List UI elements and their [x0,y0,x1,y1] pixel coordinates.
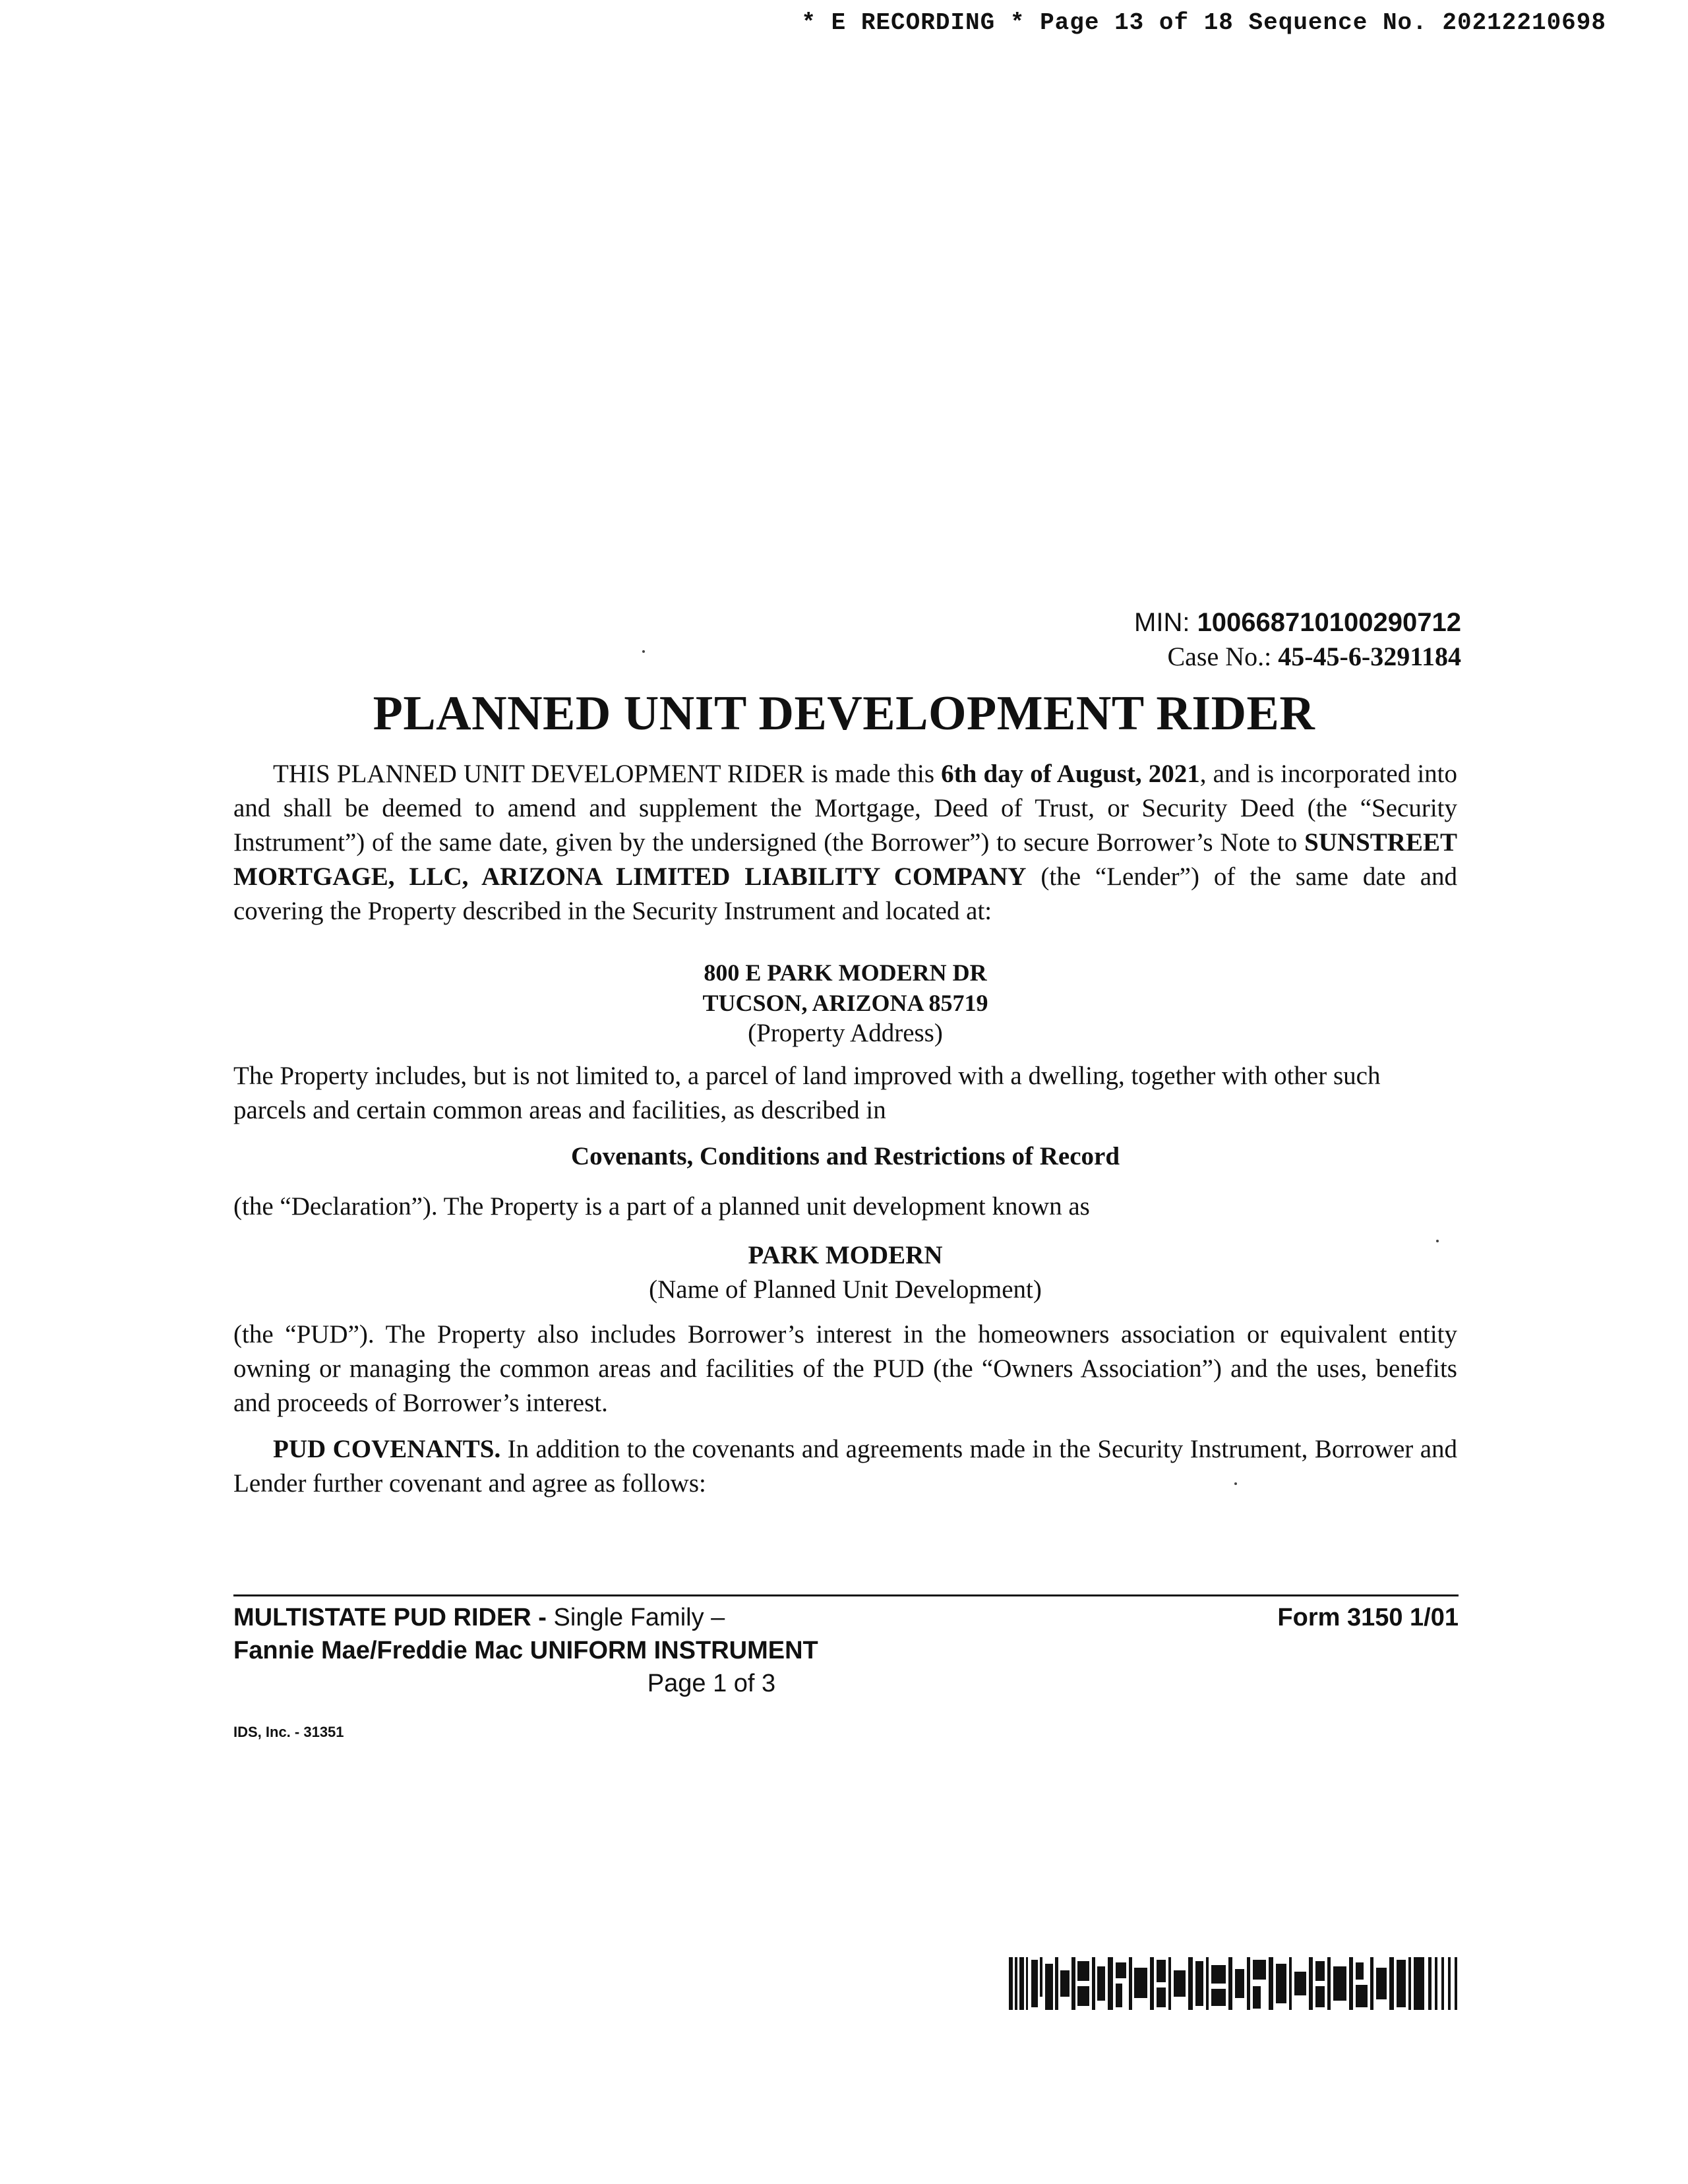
intro-text-3: (the “Lender”) of the same date and covering the Property described in the Security Instrument and located at: [233,863,1458,925]
address-line-1: 800 E PARK MODERN DR [704,959,987,986]
barcode [1009,1957,1464,2010]
covenants-text: In addition to the covenants and agreements made in the Security Instrument, Borrower and Lender further covenant and agree as follows: [233,1435,1458,1498]
recording-stamp: * E RECORDING * Page 13 of 18 Sequence No. 20212210698 [801,9,1606,36]
address-line-2: TUCSON, ARIZONA 85719 [702,990,988,1016]
property-address-block [233,957,1457,1048]
footer-divider [233,1594,1459,1596]
declaration-name: Covenants, Conditions and Restrictions of Record [570,1142,1120,1170]
form-title-line2: Fannie Mae/Freddie Mac UNIFORM INSTRUMENT [233,1637,818,1664]
form-number: Form 3150 1/01 [1277,1604,1459,1631]
identifier-block [1134,605,1461,674]
pud-section [233,1318,1457,1420]
property-includes-section [233,1059,1457,1128]
pud-text: (the “PUD”). The Property also includes Borrower’s interest in the homeowners association or equivalent entity owning or managing the common areas and facilities of the PUD (the “Owners Association”) and the uses, benefits and proceeds of Borrower’s interest. [233,1320,1457,1417]
pud-caption: (Name of Planned Unit Development) [649,1275,1042,1304]
intro-paragraph [233,757,1457,928]
rider-date: 6th day of August, 2021 [941,760,1200,788]
case-value: 45-45-6-3291184 [1278,642,1461,671]
pud-name: PARK MODERN [748,1241,943,1269]
min-value: 100668710100290712 [1197,608,1461,637]
intro-text-2: , and is incorporated into and shall be deemed to amend and supplement the Mortgage, Deed of Trust, or Security Deed (the “Security Instrument”) of the same date, given by the undersigned (the Borrower”) to secure Borrower’s Note to [233,760,1457,857]
lender-name: SUNSTREET MORTGAGE, LLC, ARIZONA LIMITED LIABILITY COMPANY [233,828,1457,891]
intro-text-1: THIS PLANNED UNIT DEVELOPMENT RIDER is made this [273,760,942,788]
form-title-bold: MULTISTATE PUD RIDER - [233,1604,547,1631]
document-title: PLANNED UNIT DEVELOPMENT RIDER [373,686,1315,741]
form-title-rest: Single Family – [546,1604,725,1631]
ids-reference: IDS, Inc. - 31351 [233,1724,344,1740]
declaration-text: (the “Declaration”). The Property is a part of a planned unit development known as [233,1192,1090,1221]
covenants-heading: PUD COVENANTS. [273,1435,501,1463]
scan-speck [1234,1482,1237,1485]
page-number: Page 1 of 3 [647,1670,776,1697]
case-label: Case No.: [1167,642,1279,671]
min-label: MIN: [1134,608,1197,637]
min-line [1134,605,1461,640]
covenants-section [233,1432,1457,1501]
form-title [233,1601,818,1667]
address-caption: (Property Address) [748,1019,943,1047]
pud-name-block [233,1238,1457,1307]
property-includes-text: The Property includes, but is not limited to, a parcel of land improved with a dwelling, together with other such parcels and certain common areas and facilities, as described in [233,1062,1381,1124]
intro-section [233,757,1457,928]
covenants-paragraph [233,1432,1457,1501]
case-line [1134,640,1461,674]
scan-speck [642,650,645,653]
